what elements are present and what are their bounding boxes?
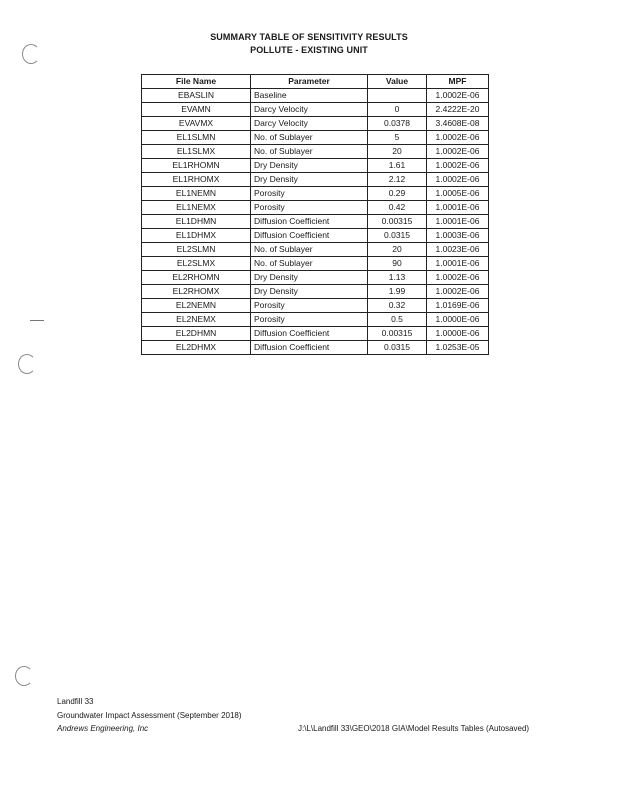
cell-parameter: Darcy Velocity — [251, 117, 368, 131]
cell-value: 0.0378 — [368, 117, 427, 131]
cell-value: 0.0315 — [368, 229, 427, 243]
footer-report-title: Groundwater Impact Assessment (September 2018) — [57, 711, 242, 720]
cell-mpf: 3.4608E-08 — [427, 117, 489, 131]
cell-value: 0.32 — [368, 299, 427, 313]
cell-file-name: EL2RHOMX — [142, 285, 251, 299]
cell-file-name: EL1DHMN — [142, 215, 251, 229]
cell-file-name: EL2NEMX — [142, 313, 251, 327]
cell-file-name: EL1SLMN — [142, 131, 251, 145]
punch-hole-middle — [18, 354, 36, 374]
footer-file-path: J:\L\Landfill 33\GEO\2018 GIA\Model Results Tables (Autosaved) — [298, 724, 530, 733]
cell-value: 0 — [368, 103, 427, 117]
cell-value: 5 — [368, 131, 427, 145]
cell-mpf: 1.0253E-05 — [427, 341, 489, 355]
cell-value: 0.5 — [368, 313, 427, 327]
cell-file-name: EL1RHOMX — [142, 173, 251, 187]
cell-value: 0.29 — [368, 187, 427, 201]
cell-parameter: Diffusion Coefficient — [251, 229, 368, 243]
cell-mpf: 2.4222E-20 — [427, 103, 489, 117]
cell-file-name: EL1NEMN — [142, 187, 251, 201]
header-file-name: File Name — [142, 75, 251, 89]
table-row — [142, 341, 489, 355]
table-row — [142, 201, 489, 215]
cell-file-name: EL1RHOMN — [142, 159, 251, 173]
cell-value: 1.61 — [368, 159, 427, 173]
page-title: SUMMARY TABLE OF SENSITIVITY RESULTS — [210, 32, 408, 42]
cell-file-name: EL2NEMN — [142, 299, 251, 313]
cell-file-name: EL2DHMN — [142, 327, 251, 341]
table-row — [142, 285, 489, 299]
cell-file-name: EVAVMX — [142, 117, 251, 131]
table-row — [142, 215, 489, 229]
cell-parameter: Diffusion Coefficient — [251, 341, 368, 355]
cell-value: 2.12 — [368, 173, 427, 187]
cell-mpf: 1.0001E-06 — [427, 215, 489, 229]
cell-parameter: Dry Density — [251, 271, 368, 285]
cell-parameter: Dry Density — [251, 285, 368, 299]
cell-mpf: 1.0002E-06 — [427, 271, 489, 285]
table-row — [142, 271, 489, 285]
cell-mpf: 1.0169E-06 — [427, 299, 489, 313]
cell-value: 20 — [368, 243, 427, 257]
table-row — [142, 313, 489, 327]
cell-mpf: 1.0001E-06 — [427, 201, 489, 215]
cell-mpf: 1.0002E-06 — [427, 131, 489, 145]
table-row — [142, 257, 489, 271]
cell-mpf: 1.0003E-06 — [427, 229, 489, 243]
cell-mpf: 1.0002E-06 — [427, 145, 489, 159]
table-row — [142, 89, 489, 103]
cell-file-name: EL2SLMX — [142, 257, 251, 271]
cell-mpf: 1.0002E-06 — [427, 89, 489, 103]
table-row — [142, 145, 489, 159]
table-row — [142, 327, 489, 341]
cell-parameter: Porosity — [251, 201, 368, 215]
cell-mpf: 1.0000E-06 — [427, 327, 489, 341]
page-subtitle: POLLUTE - EXISTING UNIT — [250, 45, 368, 55]
cell-value: 1.13 — [368, 271, 427, 285]
table-row — [142, 187, 489, 201]
cell-parameter: Darcy Velocity — [251, 103, 368, 117]
table-row — [142, 117, 489, 131]
sensitivity-results-table — [141, 74, 489, 355]
cell-mpf: 1.0023E-06 — [427, 243, 489, 257]
cell-value: 1.99 — [368, 285, 427, 299]
cell-parameter: Baseline — [251, 89, 368, 103]
footer-company: Andrews Engineering, Inc — [57, 724, 149, 733]
cell-file-name: EL2RHOMN — [142, 271, 251, 285]
cell-file-name: EL1NEMX — [142, 201, 251, 215]
cell-parameter: No. of Sublayer — [251, 131, 368, 145]
cell-parameter: Diffusion Coefficient — [251, 215, 368, 229]
cell-file-name: EVAMN — [142, 103, 251, 117]
cell-value: 0.42 — [368, 201, 427, 215]
cell-file-name: EL1SLMX — [142, 145, 251, 159]
cell-parameter: No. of Sublayer — [251, 257, 368, 271]
cell-file-name: EL2DHMX — [142, 341, 251, 355]
cell-value: 20 — [368, 145, 427, 159]
cell-value: 90 — [368, 257, 427, 271]
cell-parameter: Diffusion Coefficient — [251, 327, 368, 341]
cell-parameter: Porosity — [251, 187, 368, 201]
cell-file-name: EL2SLMN — [142, 243, 251, 257]
header-parameter: Parameter — [251, 75, 368, 89]
cell-mpf: 1.0002E-06 — [427, 159, 489, 173]
cell-file-name: EBASLIN — [142, 89, 251, 103]
table-row — [142, 159, 489, 173]
table-row — [142, 229, 489, 243]
cell-file-name: EL1DHMX — [142, 229, 251, 243]
table-body — [142, 89, 489, 355]
cell-mpf: 1.0001E-06 — [427, 257, 489, 271]
cell-parameter: Porosity — [251, 299, 368, 313]
punch-hole-bottom — [15, 666, 33, 686]
cell-mpf: 1.0002E-06 — [427, 173, 489, 187]
cell-value: 0.0315 — [368, 341, 427, 355]
table-row — [142, 173, 489, 187]
cell-parameter: No. of Sublayer — [251, 243, 368, 257]
table-row — [142, 243, 489, 257]
table-row — [142, 299, 489, 313]
cell-parameter: No. of Sublayer — [251, 145, 368, 159]
table-row — [142, 131, 489, 145]
cell-parameter: Dry Density — [251, 159, 368, 173]
cell-mpf: 1.0005E-06 — [427, 187, 489, 201]
cell-parameter: Dry Density — [251, 173, 368, 187]
cell-value: 0.00315 — [368, 327, 427, 341]
cell-parameter: Porosity — [251, 313, 368, 327]
footer-site-name: Landfill 33 — [57, 697, 94, 706]
cell-value — [368, 89, 427, 103]
cell-mpf: 1.0000E-06 — [427, 313, 489, 327]
table-row — [142, 103, 489, 117]
cell-mpf: 1.0002E-06 — [427, 285, 489, 299]
header-value: Value — [368, 75, 427, 89]
header-mpf: MPF — [427, 75, 489, 89]
table-header-row — [142, 75, 489, 89]
margin-mark — [30, 320, 44, 321]
cell-value: 0.00315 — [368, 215, 427, 229]
